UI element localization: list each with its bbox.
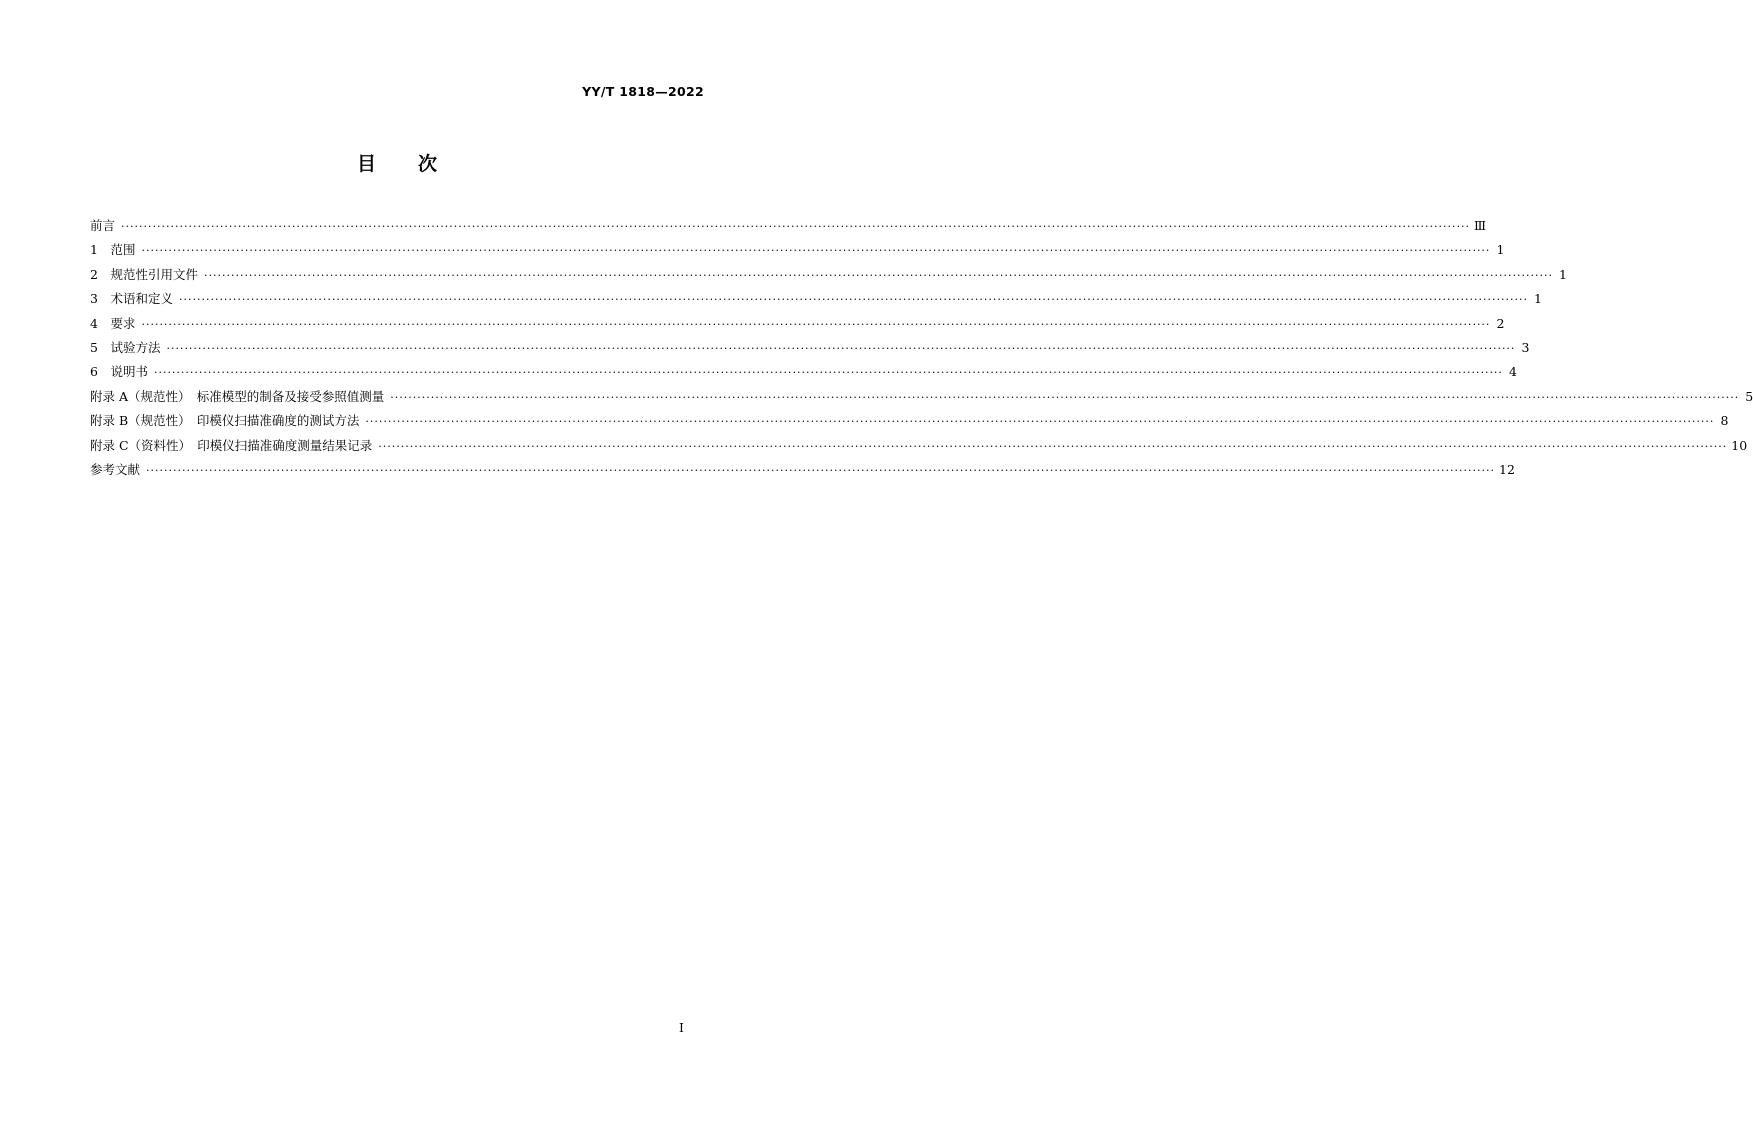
toc-entry-page: Ⅲ [1474, 218, 1487, 233]
toc-entry[interactable] [90, 434, 1748, 458]
toc-entry-page: 3 [1521, 339, 1530, 355]
toc-entry[interactable] [90, 360, 1517, 384]
toc-entry-label: 1 范围 [90, 242, 136, 258]
page-number: Ⅰ [679, 1020, 684, 1035]
toc-entry-page: 12 [1499, 461, 1515, 477]
toc-entry-page: 4 [1508, 364, 1517, 380]
toc-entry-page: 10 [1731, 437, 1748, 453]
toc-dot-leader: ············································································································································································································································································································ [166, 341, 1516, 355]
toc-entry[interactable] [90, 263, 1567, 287]
toc-entry[interactable] [90, 385, 1753, 409]
toc-entry-page: 5 [1745, 388, 1753, 404]
toc-dot-leader: ············································································································································································································································································································ [121, 220, 1470, 233]
table-of-contents [90, 214, 1753, 482]
toc-entry[interactable] [90, 238, 1505, 262]
toc-dot-leader: ············································································································································································································································································································ [146, 463, 1495, 477]
toc-entry-label: 附录 B（规范性） 印模仪扫描准确度的测试方法 [90, 413, 360, 429]
toc-entry-label: 6 说明书 [90, 364, 148, 380]
toc-entry-label: 前言 [90, 218, 116, 233]
page-title: 目次 [356, 153, 479, 175]
toc-entry-page: 1 [1559, 266, 1567, 282]
toc-dot-leader: ············································································································································································································································································································ [178, 293, 1528, 307]
toc-dot-leader: ············································································································································································································································································································ [203, 268, 1553, 282]
toc-entry-label: 5 试验方法 [90, 339, 161, 355]
toc-entry[interactable] [90, 287, 1542, 311]
toc-dot-leader: ············································································································································································································································································································ [390, 390, 1740, 404]
toc-entry-page: 1 [1496, 242, 1505, 258]
toc-entry-page: 1 [1534, 291, 1542, 307]
toc-entry-label: 附录 A（规范性） 标准模型的制备及接受参照值测量 [90, 388, 385, 404]
toc-dot-leader: ············································································································································································································································································································ [141, 244, 1491, 258]
toc-dot-leader: ············································································································································································································································································································ [378, 439, 1728, 453]
toc-entry[interactable] [90, 312, 1505, 336]
toc-entry-label: 2 规范性引用文件 [90, 266, 198, 282]
toc-entry[interactable] [90, 409, 1729, 433]
toc-entry-label: 附录 C（资料性） 印模仪扫描准确度测量结果记录 [90, 437, 373, 453]
toc-dot-leader: ············································································································································································································································································································ [153, 366, 1503, 380]
toc-entry[interactable] [90, 214, 1487, 238]
toc-entry[interactable] [90, 336, 1530, 360]
toc-entry[interactable] [90, 458, 1515, 482]
toc-dot-leader: ············································································································································································································································································································ [365, 415, 1715, 429]
toc-entry-label: 3 术语和定义 [90, 291, 173, 307]
toc-entry-label: 4 要求 [90, 315, 136, 331]
toc-entry-page: 8 [1720, 413, 1729, 429]
toc-dot-leader: ············································································································································································································································································································ [141, 317, 1491, 331]
toc-entry-page: 2 [1496, 315, 1505, 331]
standard-code: YY/T 1818—2022 [582, 84, 704, 99]
toc-entry-label: 参考文献 [90, 461, 141, 477]
